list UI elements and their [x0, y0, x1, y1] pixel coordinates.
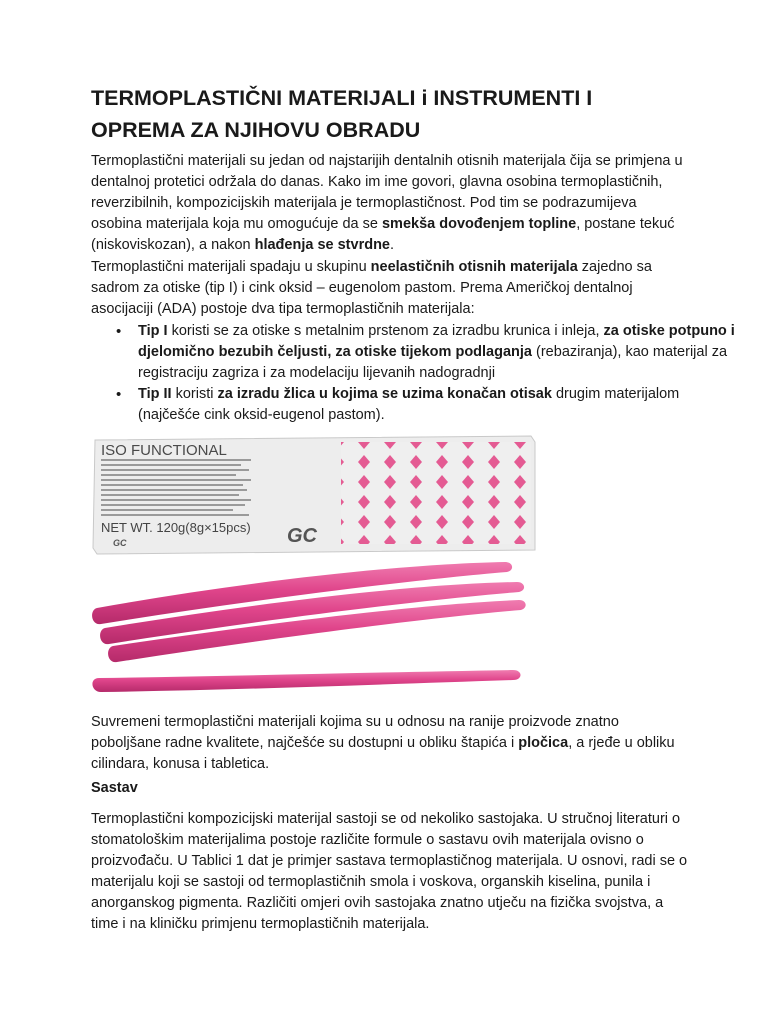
wax-sticks: [92, 562, 526, 692]
list-item: [138, 321, 738, 384]
text-run: .: [390, 237, 395, 253]
wax-stick: [92, 670, 520, 692]
text-run: , a rjeđe u obliku cilindara, konusa i tabletica.: [91, 735, 675, 772]
bold-text: pločica: [518, 735, 569, 751]
forms-paragraph: [91, 712, 691, 775]
text-run: , postane tekuć (niskoviskozan), a nakon: [91, 216, 675, 253]
type-list: [91, 321, 738, 426]
document-title: TERMOPLASTIČNI MATERIJALI i INSTRUMENTI I OPREMA ZA NJIHOVU OBRADU: [91, 86, 593, 142]
bold-text: neelastičnih otisnih materijala: [370, 259, 578, 275]
brand-logo: GC: [287, 525, 317, 547]
product-weight-label: NET WT. 120g(8g×15pcs): [101, 520, 251, 535]
text-run: Termoplastični materijali su jedan od najstarijih dentalnih otisnih materijala čija se primjena u dentalnoj protetici održala do danas. Kako im ime govori, glavna osobina termoplastičnih, reverzibilnih, kompozicijskih materijala je termoplastičnost. Pod tim se podrazumijeva osobina materijala koja mu omogućuje da se: [91, 153, 683, 232]
bold-text: za izradu žlica u kojima se uzima konačan otisak: [217, 386, 552, 402]
bold-text: za otiske potpuno i djelomično bezubih čeljusti, za otiske tijekom podlaganja: [138, 323, 735, 360]
text-run: zajedno sa sadrom za otiske (tip I) i cink oksid – eugenolom pastom. Prema Američkoj dentalnoj asocijaciji (ADA) postoje dva tipa termoplastičnih materijala:: [91, 259, 652, 317]
list-item: [138, 384, 738, 426]
bold-text: Tip II: [138, 386, 172, 402]
text-run: drugim materijalom (najčešće cink oksid-eugenol pastom).: [138, 386, 680, 423]
product-box: [93, 436, 535, 554]
bold-text: hlađenja se stvrdne: [254, 237, 390, 253]
text-run: Termoplastični materijali spadaju u skupinu: [91, 259, 371, 275]
text-run: koristi: [171, 386, 218, 402]
text-run: Suvremeni termoplastični materijali kojima su u odnosu na ranije proizvode znatno poboljšane radne kvalitete, najčešće su dostupni u obliku štapića i: [91, 714, 619, 751]
bold-text: smekša dovođenjem topline: [381, 216, 577, 232]
classification-paragraph: [91, 257, 691, 320]
intro-paragraph: [91, 151, 691, 256]
brand-logo-small: GC: [113, 538, 127, 548]
composition-paragraph: Termoplastični kompozicijski materijal sastoji se od nekoliko sastojaka. U stručnoj literaturi o stomatološkim materijalima postoje različite formule o sastavu ovih materijala ovisno o proizvođaču. U Tablici 1 dat je primjer sastava termoplastičnog materijala. U osnovi, radi se o materijalu koji se sastoji od termoplastičnih smola i voskova, organskih kiselina, punila i anorganskog pigmenta. Različiti omjeri ovih sastojaka znatno utječu na fizička svojstva, a time i na kliničku primjenu termoplastičnih materijala.: [91, 811, 688, 932]
text-run: (rebaziranja), kao materijal za registraciju zagriza i za modelaciju lijevanih nadogradnji: [138, 344, 728, 381]
product-brand-label: ISO FUNCTIONAL: [101, 442, 227, 459]
bold-text: Tip I: [138, 323, 168, 339]
section-heading: Sastav: [91, 780, 138, 796]
text-run: koristi se za otiske s metalnim prstenom za izradbu krunica i inleja,: [167, 323, 604, 339]
product-photo: [91, 432, 539, 702]
